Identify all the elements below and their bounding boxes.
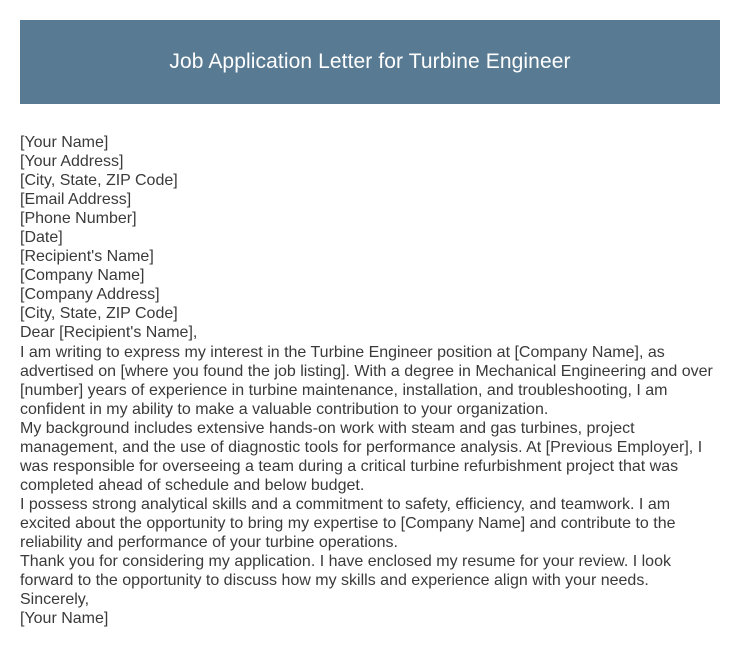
page-title: Job Application Letter for Turbine Engineer (169, 50, 571, 73)
signature: [Your Name] (20, 610, 109, 628)
sender-city-state-zip: [City, State, ZIP Code] (20, 172, 178, 190)
paragraph-skills: I possess strong analytical skills and a commitment to safety, efficiency, and teamwork. I am excited about the opportunity to bring my expertise to [Company Name] and contribute to the reliability and performance of your turbine operations. (20, 495, 676, 551)
title-banner (20, 20, 720, 104)
sender-email: [Email Address] (20, 191, 132, 209)
sender-phone: [Phone Number] (20, 210, 137, 228)
closing: Sincerely, (20, 591, 90, 609)
paragraph-thanks: Thank you for considering my application. I have enclosed my resume for your review. I look forward to the opportunity to discuss how my skills and experience align with your needs. (20, 553, 671, 590)
recipient-company-address: [Company Address] (20, 286, 160, 304)
paragraph-intro: I am writing to express my interest in the Turbine Engineer position at [Company Name], as advertised on [where you found the job listing]. With a degree in Mechanical Engineering and over [number] years of experience in turbine maintenance, installation, and troubleshooting, I am confident in my ability to make a valuable contribution to your organization. (20, 343, 713, 418)
salutation: Dear [Recipient's Name], (20, 324, 198, 342)
letter-body (20, 133, 720, 628)
sender-name: [Your Name] (20, 134, 109, 151)
sender-address: [Your Address] (20, 153, 124, 171)
recipient-name: [Recipient's Name] (20, 248, 154, 266)
recipient-company: [Company Name] (20, 267, 145, 285)
recipient-city-state-zip: [City, State, ZIP Code] (20, 305, 178, 323)
letter-date: [Date] (20, 229, 63, 247)
paragraph-background: My background includes extensive hands-on work with steam and gas turbines, project management, and the use of diagnostic tools for performance analysis. At [Previous Employer], I was responsible for overseeing a team during a critical turbine refurbishment project that was completed ahead of schedule and below budget. (20, 419, 703, 494)
